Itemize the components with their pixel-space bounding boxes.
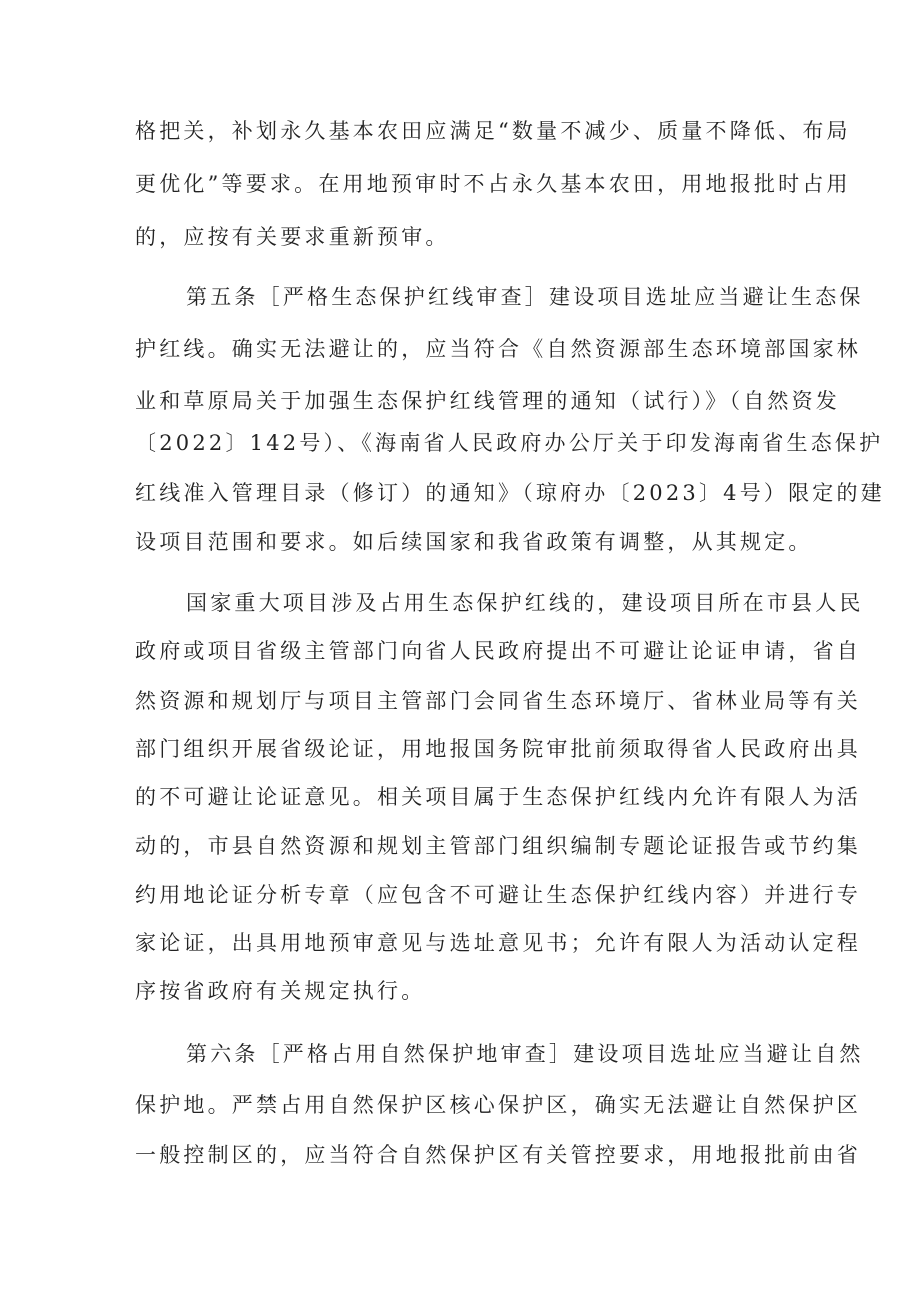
text-line: 护红线。确实无法避让的，应当符合《自然资源部生态环境部国家林 bbox=[135, 337, 861, 361]
text-line: 一般控制区的，应当符合自然保护区有关管控要求，用地报批前由省 bbox=[135, 1143, 861, 1167]
text-line: 序按省政府有关规定执行。 bbox=[135, 979, 426, 1003]
text-line: 红线准入管理目录（修订）的通知》（琼府办〔2023〕4号）限定的建 bbox=[135, 481, 885, 505]
text-line: 业和草原局关于加强生态保护红线管理的通知（试行）》（自然资发 bbox=[135, 389, 840, 413]
text-line: 更优化”等要求。在用地预审时不占永久基本农田，用地报批时占用 bbox=[135, 172, 851, 196]
text-line: 保护地。严禁占用自然保护区核心保护区，确实无法避让自然保护区 bbox=[135, 1093, 861, 1117]
text-line: 部门组织开展省级论证，用地报国务院审批前须取得省人民政府出具 bbox=[135, 737, 861, 761]
text-line: 〔2022〕142号）、《海南省人民政府办公厅关于印发海南省生态保护 bbox=[135, 431, 884, 455]
paragraph-start-line: 国家重大项目涉及占用生态保护红线的，建设项目所在市县人民 bbox=[186, 591, 864, 615]
text-line: 约用地论证分析专章（应包含不可避让生态保护红线内容）并进行专 bbox=[135, 883, 861, 907]
text-line: 的，应按有关要求重新预审。 bbox=[135, 225, 450, 249]
text-line: 动的，市县自然资源和规划主管部门组织编制专题论证报告或节约集 bbox=[135, 834, 861, 858]
text-line: 政府或项目省级主管部门向省人民政府提出不可避让论证申请，省自 bbox=[135, 639, 861, 663]
article-5-heading-line: 第五条［严格生态保护红线审查］建设项目选址应当避让生态保 bbox=[186, 285, 864, 309]
text-line: 设项目范围和要求。如后续国家和我省政策有调整，从其规定。 bbox=[135, 530, 813, 554]
text-line: 家论证，出具用地预审意见与选址意见书；允许有限人为活动认定程 bbox=[135, 931, 861, 955]
text-line: 的不可避让论证意见。相关项目属于生态保护红线内允许有限人为活 bbox=[135, 785, 861, 809]
text-line: 格把关，补划永久基本农田应满足“数量不减少、质量不降低、布局 bbox=[135, 119, 851, 143]
text-line: 然资源和规划厅与项目主管部门会同省生态环境厅、省林业局等有关 bbox=[135, 689, 861, 713]
article-6-heading-line: 第六条［严格占用自然保护地审查］建设项目选址应当避让自然 bbox=[186, 1042, 864, 1066]
